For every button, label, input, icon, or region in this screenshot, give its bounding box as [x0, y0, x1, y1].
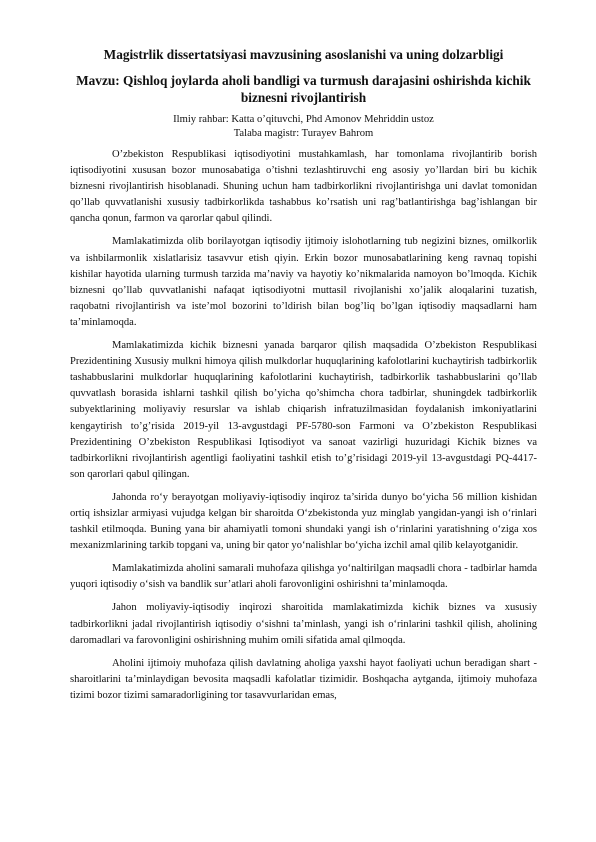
- document-title: Magistrlik dissertatsiyasi mavzusining asoslanishi va uning dolzarbligi: [103, 47, 504, 62]
- supervisor-line: Ilmiy rahbar: Katta o’qituvchi, Phd Amonov Mehriddin ustoz: [173, 114, 434, 125]
- student-line: Talaba magistr: Turayev Bahrom: [233, 128, 374, 139]
- body-paragraph: Mamlakatimizda aholini samarali muhofaza qilishga yo‘naltirilgan maqsadli chora - tadbirlar hamda yuqori iqtisodiy o‘sish va bandlik sur’atlari aholi farovonligini oshirishni ta’minlamoqda.: [70, 563, 537, 591]
- body-paragraph: Mamlakatimizda kichik biznesni yanada barqaror qilish maqsadida O’zbekiston Respublikasi Prezidentining Xususiy mulkni himoya qilish mulkdorlar huquqlarining kafolotlarini kuchaytirish tadbirkorlik tashabbuslarini mulkdorlar huquqlarining kafolotlarini kuchaytirish, tadbirkorlik tashabbuslarini qo’llab quvvatlash borasida ishlarni tashkil qilish bo’yicha qo’shimcha chora tadbirlar, shuningdek tadbirkorlik subyektlarining moliyaviy resurslar va ishlab chiqarish infratuzilmasidan foydalanish imkoniyatlarini kengaytirish to’g’risida 2019-yil 13-avgustdagi PF-5780-son Farmoni va O’zbekiston Respublikasi Prezidentining O’zbekiston Respublikasi Iqtisodiyot va sanoat vazirligi huzuridagi Kichik biznes va tadbirkorlikni rivojlantirish agentligi faoliyatini tashkil etish to’g’risidagi 2019-yil 13-avgustdagi PQ-4417-son qarorlari qabul qilingan.: [70, 340, 537, 480]
- body-paragraph: Jahon moliyaviy-iqtisodiy inqirozi sharoitida mamlakatimizda kichik biznes va xususiy tadbirkorlikni jadal rivojlantirish iqtisodiy o‘sishni ta’minlash, yangi ish o‘rinlarini tashkil qilish, aholining daromadlari va farovonligini oshirishning muhim omili sifatida amal qilmoqda.: [70, 602, 537, 646]
- body-paragraph: Mamlakatimizda olib borilayotgan iqtisodiy ijtimoiy islohotlarning tub negizini biznes, omilkorlik va ishbilarmonlik xislatlarisiz tasavvur etish qiyin. Erkin bozor munosabatlarining keng ravnaq topishi kishilar hayotida ularning turmush tarzida ma’naviy va hayotiy ko’nikmalarida namoyon bo’lmoqda. Kichik biznesni qo’llab quvvatlanishi nafaqat iqtisodiyotni muttasil rivojlanishi xo’jalik aloqalarini tuzatish, raqobatni rivojlantirish va iste’mol bozorini to’ldirish bilan bog’liq bo’lgan iqtisodiy maqsadlarni ham ta’minlamoqda.: [70, 236, 537, 328]
- body-paragraph: Aholini ijtimoiy muhofaza qilish davlatning aholiga yaxshi hayot faoliyati uchun beradigan shart - sharoitlarini ta’minlaydigan bevosita maqsadli kafolatlar tizimidir. Boshqacha aytganda, ijtimoiy muhofaza tizimi bozor tizimi samaradorligining tor tasavvurlaridan emas,: [70, 657, 537, 701]
- body-paragraph: Jahonda ro‘y berayotgan moliyaviy-iqtisodiy inqiroz ta’sirida dunyo bo‘yicha 56 million kishidan ortiq ishsizlar armiyasi vujudga kelgan bir sharoitda O‘zbekistonda yuz minglab yangidan-yangi ish o‘rinlari tashkil etilmoqda. Buning yana bir ahamiyatli tomoni shundaki yangi ish o‘rinlarini yaratishning o‘ziga xos mexanizmlarining tarkib topgani va, uning bir qator yo‘nalishlar bo‘yicha izchil amal qilib kelayotganidir.: [70, 491, 537, 552]
- body-paragraph: O’zbekiston Respublikasi iqtisodiyotini mustahkamlash, har tomonlama rivojlantirib borish iqtisodiyotini xususan bozor munosabatiga o’tishni tezlashtiruvchi eng asosiy yo’llardan biri bu kichik biznesni rivojlantirish hisoblanadi. Shuning uchun ham tadbirkorlikni rivojlantirishga uni davlat tomonidan qo’llab quvvatlanishi xususiy tadbirkorlikda tashabbus ko’rsatish uni rag’batlantirishga bag’ishlangan bir qancha qonun, farmon va qarorlar qabul qilindi.: [70, 149, 537, 225]
- document-topic: Mavzu: Qishloq joylarda aholi bandligi va turmush darajasini oshirishda kichik biznesni rivojlantirish: [76, 73, 531, 105]
